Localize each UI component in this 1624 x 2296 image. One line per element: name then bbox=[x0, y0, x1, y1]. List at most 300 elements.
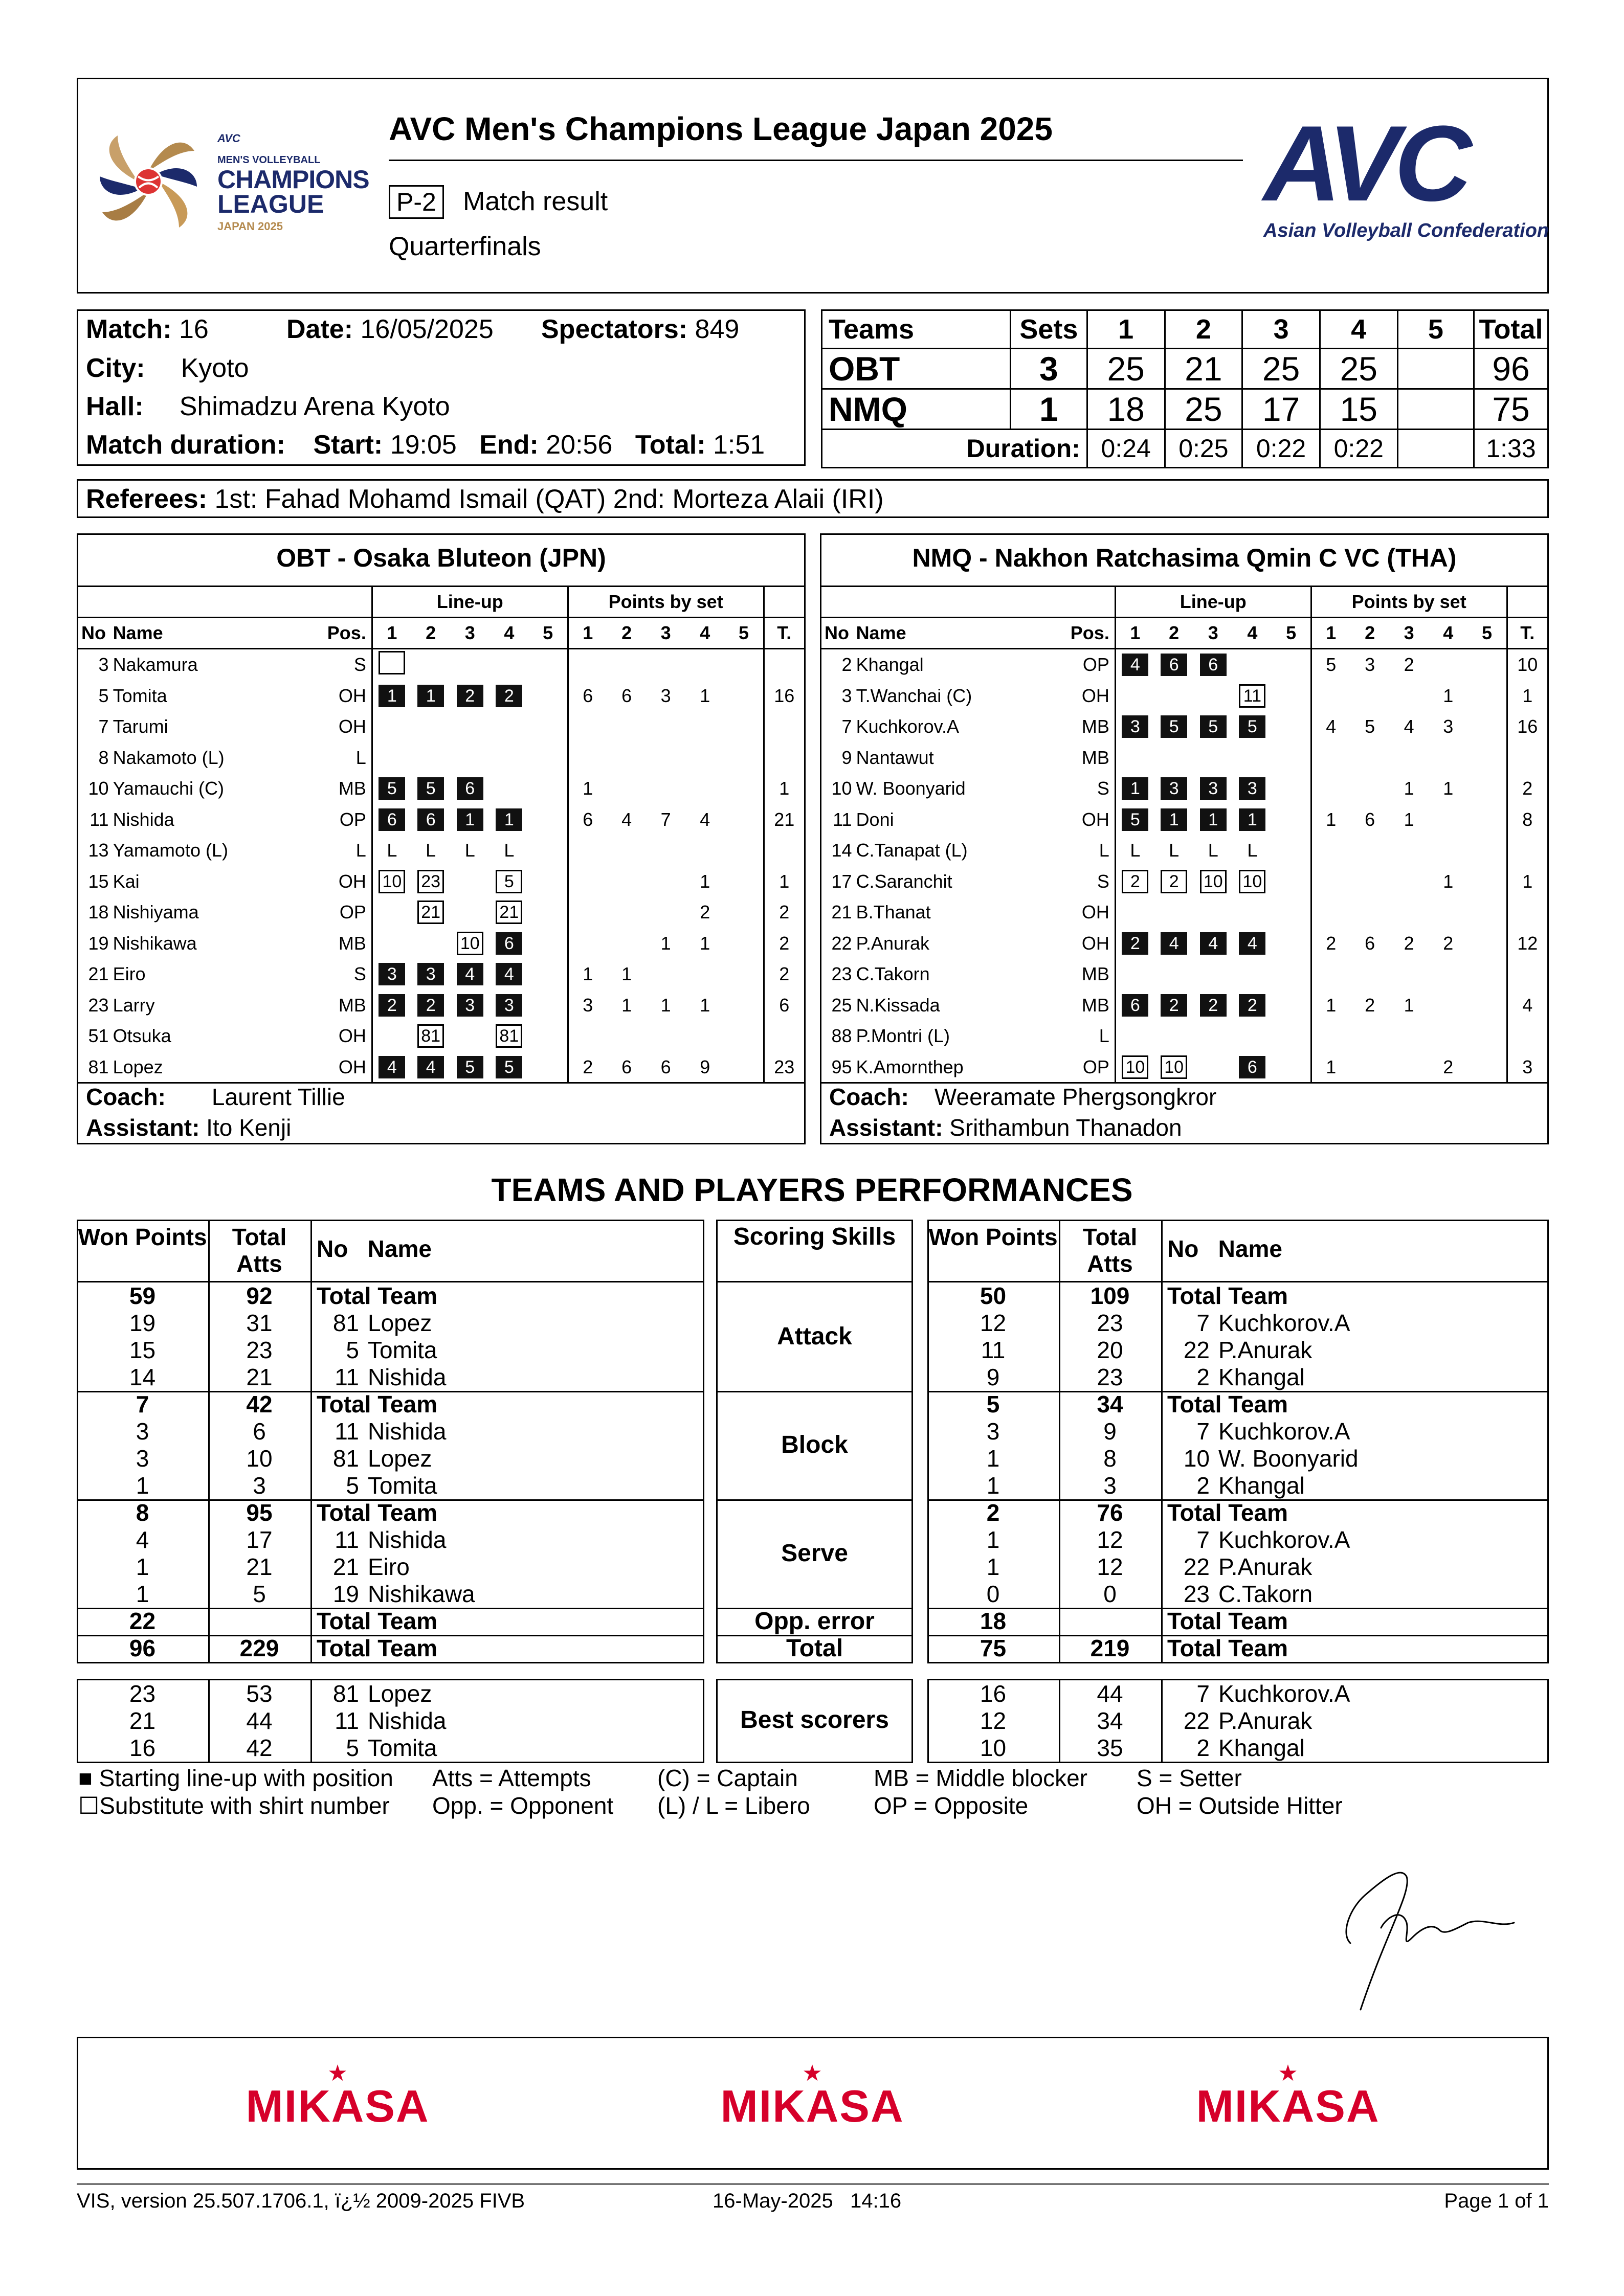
score-set1: 18 bbox=[1087, 389, 1165, 430]
roster-blank bbox=[821, 587, 1115, 618]
won-points-header: Won Points bbox=[78, 1224, 207, 1250]
total-atts: 10 bbox=[246, 1445, 273, 1472]
total-atts: 23 bbox=[1097, 1310, 1123, 1336]
player-row bbox=[78, 681, 804, 712]
starting-position-marker: 3 bbox=[1239, 777, 1265, 800]
won-points: 14 bbox=[129, 1364, 156, 1390]
player-name: Total Team bbox=[317, 1391, 437, 1417]
set-points bbox=[607, 649, 647, 681]
lineup-cell bbox=[1154, 1021, 1194, 1052]
skill-label-attack: Attack bbox=[777, 1323, 852, 1350]
lineup-cell bbox=[1193, 928, 1233, 959]
event-logo-line2: CHAMPIONS bbox=[217, 165, 369, 194]
set-points bbox=[725, 1052, 764, 1083]
starting-position-marker: 3 bbox=[1122, 715, 1148, 738]
set-points bbox=[646, 773, 685, 804]
col-total: T. bbox=[1507, 618, 1547, 649]
set-points: 6 bbox=[1365, 808, 1375, 830]
player-name: Nishikawa bbox=[368, 1581, 475, 1607]
set-points bbox=[646, 1021, 685, 1052]
player-total-points: 21 bbox=[774, 808, 795, 830]
player-total-points: 16 bbox=[774, 685, 795, 706]
won-points: 1 bbox=[136, 1581, 149, 1607]
lineup-cell bbox=[372, 990, 411, 1021]
duration-set4: 0:22 bbox=[1320, 430, 1397, 468]
lineup-cell bbox=[1154, 681, 1194, 712]
no-name-header bbox=[317, 1235, 432, 1263]
col-name: Name bbox=[367, 1235, 432, 1262]
match-number: Match: 16 bbox=[86, 314, 209, 344]
set-points bbox=[1429, 742, 1468, 774]
won-points: 18 bbox=[980, 1608, 1007, 1634]
player-total-points: 12 bbox=[1517, 932, 1538, 954]
set-points bbox=[725, 773, 764, 804]
lineup-cell bbox=[411, 928, 451, 959]
starting-position-marker: 6 bbox=[1161, 654, 1187, 676]
set-points bbox=[1429, 649, 1468, 681]
won-points: 3 bbox=[986, 1418, 1000, 1445]
legend-opp: Opp. = Opponent bbox=[432, 1792, 614, 1819]
lineup-cell bbox=[1193, 835, 1233, 866]
spectators: Spectators: 849 bbox=[541, 314, 740, 344]
lineup-cell bbox=[1233, 681, 1272, 712]
footer-datetime: 16-May-2025 14:16 bbox=[713, 2190, 902, 2212]
lineup-cell bbox=[1272, 1052, 1311, 1083]
player-name: Nantawut bbox=[856, 747, 934, 768]
total-atts: 21 bbox=[246, 1554, 273, 1580]
score-header-set5: 5 bbox=[1397, 310, 1474, 349]
player-total-points: 1 bbox=[779, 778, 790, 799]
team-a-title: OBT - Osaka Bluteon (JPN) bbox=[276, 544, 606, 572]
player-position: OH bbox=[320, 866, 372, 897]
set-points bbox=[568, 835, 607, 866]
set-points bbox=[1389, 835, 1429, 866]
lineup-cell bbox=[1233, 990, 1272, 1021]
player-row bbox=[821, 897, 1547, 928]
set-points bbox=[1468, 649, 1507, 681]
set-points bbox=[1429, 804, 1468, 836]
lineup-cell bbox=[1154, 773, 1194, 804]
legend-col5 bbox=[1137, 1764, 1343, 1819]
skill-label-block: Block bbox=[781, 1431, 848, 1458]
player-number: 81 bbox=[332, 1445, 359, 1472]
col-pos: Pos. bbox=[1063, 618, 1115, 649]
title-rule bbox=[389, 160, 1243, 161]
player-row bbox=[821, 804, 1547, 836]
won-points: 12 bbox=[980, 1310, 1007, 1336]
player-name: Lopez bbox=[368, 1445, 432, 1472]
set-points bbox=[1311, 742, 1350, 774]
player-position: OH bbox=[320, 1052, 372, 1083]
won-points: 22 bbox=[129, 1608, 156, 1634]
starting-position-marker: 1 bbox=[496, 808, 522, 831]
substitute-marker: 21 bbox=[496, 901, 522, 924]
player-total-points bbox=[1507, 742, 1547, 774]
set-points bbox=[607, 773, 647, 804]
player-name: Otsuka bbox=[113, 1025, 171, 1047]
set-points: 6 bbox=[621, 685, 632, 706]
lineup-cell bbox=[372, 1052, 411, 1083]
legend-substitute: ☐Substitute with shirt number bbox=[78, 1792, 390, 1819]
player-position: OH bbox=[1063, 681, 1115, 712]
player-name: K.Amornthep bbox=[856, 1056, 964, 1077]
player-total-points bbox=[764, 649, 804, 681]
lineup-cell bbox=[1154, 835, 1194, 866]
player-name: Nakamoto (L) bbox=[113, 747, 225, 768]
score-header-set2: 2 bbox=[1165, 310, 1242, 349]
spacer bbox=[1198, 1235, 1218, 1262]
player-number: 2 bbox=[1196, 1472, 1210, 1499]
points-header: Points by set bbox=[1311, 587, 1507, 618]
lineup-cell bbox=[411, 681, 451, 712]
won-points: 5 bbox=[986, 1391, 1000, 1417]
set-points: 4 bbox=[1326, 716, 1337, 737]
won-points: 96 bbox=[129, 1635, 156, 1661]
duration-label: Duration: bbox=[822, 430, 1087, 468]
lineup-cell bbox=[529, 804, 568, 836]
player-position: OH bbox=[1063, 928, 1115, 959]
lineup-cell bbox=[450, 866, 490, 897]
lineup-cell bbox=[411, 959, 451, 990]
won-points: 23 bbox=[129, 1680, 156, 1707]
score-total: 75 bbox=[1474, 389, 1548, 430]
legend-col4 bbox=[874, 1764, 1087, 1819]
starting-position-marker: 1 bbox=[1122, 777, 1148, 800]
player-number: 7 bbox=[841, 716, 852, 737]
set-points: 1 bbox=[1443, 870, 1454, 892]
lineup-cell bbox=[1193, 959, 1233, 990]
player-name: N.Kissada bbox=[856, 994, 940, 1016]
player-number: 11 bbox=[335, 1707, 359, 1734]
player-name: B.Thanat bbox=[856, 902, 931, 923]
lineup-cell bbox=[1115, 928, 1154, 959]
libero-marker: L bbox=[504, 840, 515, 861]
player-total-points bbox=[764, 742, 804, 774]
lineup-cell bbox=[529, 711, 568, 742]
lineup-cell bbox=[529, 897, 568, 928]
player-name: P.Anurak bbox=[1218, 1337, 1312, 1363]
player-position: OH bbox=[1063, 897, 1115, 928]
lineup-cell bbox=[450, 681, 490, 712]
player-name: Total Team bbox=[1167, 1391, 1288, 1417]
won-points: 9 bbox=[986, 1364, 1000, 1390]
lineup-cell bbox=[1115, 742, 1154, 774]
player-number: 3 bbox=[841, 685, 852, 706]
set-points: 2 bbox=[1365, 994, 1375, 1016]
sponsor-logo-3 bbox=[1186, 2063, 1390, 2129]
starting-position-marker: 5 bbox=[417, 777, 444, 800]
skill-label-serve: Serve bbox=[781, 1540, 848, 1567]
lineup-cell bbox=[1154, 897, 1194, 928]
total-atts: 9 bbox=[1103, 1418, 1117, 1445]
starting-position-marker: 6 bbox=[1239, 1056, 1265, 1078]
lineup-cell bbox=[1115, 897, 1154, 928]
set-points bbox=[1468, 866, 1507, 897]
lineup-cell bbox=[529, 1052, 568, 1083]
player-number: 21 bbox=[88, 963, 109, 985]
document-title: Match result bbox=[463, 187, 608, 216]
col-points-set: 1 bbox=[1311, 618, 1350, 649]
set-points bbox=[725, 804, 764, 836]
player-position: OP bbox=[320, 804, 372, 836]
score-row-team-a bbox=[822, 349, 1548, 389]
lineup-cell bbox=[411, 773, 451, 804]
set-points: 4 bbox=[1404, 716, 1414, 737]
player-number: 95 bbox=[831, 1056, 852, 1077]
col-name: Name bbox=[1218, 1235, 1282, 1262]
total-atts: 3 bbox=[253, 1472, 266, 1499]
set-points bbox=[685, 773, 725, 804]
player-row bbox=[78, 990, 804, 1021]
player-name: Total Team bbox=[317, 1635, 437, 1661]
score-header-teams: Teams bbox=[822, 310, 1011, 349]
set-points: 1 bbox=[660, 932, 671, 954]
roster-blank bbox=[78, 587, 372, 618]
player-name: Total Team bbox=[1167, 1608, 1288, 1634]
lineup-cell bbox=[372, 804, 411, 836]
player-total-points: 8 bbox=[1522, 808, 1533, 830]
player-row bbox=[821, 711, 1547, 742]
lineup-cell bbox=[411, 990, 451, 1021]
score-set5 bbox=[1397, 349, 1474, 389]
lineup-cell bbox=[450, 897, 490, 928]
player-row bbox=[78, 742, 804, 774]
player-total-points bbox=[1507, 897, 1547, 928]
lineup-cell bbox=[1193, 711, 1233, 742]
player-number: 21 bbox=[831, 902, 852, 923]
won-points: 75 bbox=[980, 1635, 1007, 1661]
player-number: 7 bbox=[1196, 1310, 1210, 1336]
player-total-points bbox=[764, 1021, 804, 1052]
won-points: 1 bbox=[986, 1445, 1000, 1472]
lineup-cell bbox=[450, 959, 490, 990]
player-row bbox=[78, 649, 804, 681]
total-atts-header: Total Atts bbox=[232, 1224, 287, 1277]
starting-position-marker: 5 bbox=[496, 1056, 522, 1078]
col-no: No bbox=[821, 618, 856, 649]
total-atts: 5 bbox=[253, 1581, 266, 1607]
lineup-cell bbox=[411, 1052, 451, 1083]
lineup-cell bbox=[1115, 681, 1154, 712]
set-points bbox=[607, 866, 647, 897]
player-row bbox=[821, 835, 1547, 866]
player-number: 7 bbox=[1196, 1526, 1210, 1553]
group-rule bbox=[716, 1391, 913, 1392]
lineup-cell bbox=[1233, 835, 1272, 866]
set-points: 6 bbox=[660, 1056, 671, 1077]
footer-page: Page 1 of 1 bbox=[1444, 2190, 1549, 2212]
set-points: 9 bbox=[700, 1056, 710, 1077]
set-points: 3 bbox=[660, 685, 671, 706]
footer-version: VIS, version 25.507.1706.1, ï¿½ 2009-2025 FIVB bbox=[77, 2190, 525, 2212]
lineup-cell bbox=[1233, 1052, 1272, 1083]
player-position: L bbox=[320, 835, 372, 866]
col-points-set: 2 bbox=[1350, 618, 1390, 649]
score-team-name: OBT bbox=[822, 349, 1011, 389]
match-duration: Match duration: Start: 19:05 End: 20:56 Total: 1:51 bbox=[86, 430, 765, 460]
player-total-points: 2 bbox=[779, 963, 790, 985]
lineup-cell bbox=[1154, 711, 1194, 742]
sponsor-name: MIKASA bbox=[246, 2081, 430, 2131]
player-name: P.Anurak bbox=[1218, 1554, 1312, 1580]
lineup-cell bbox=[372, 897, 411, 928]
player-name: P.Anurak bbox=[856, 932, 929, 954]
player-name: Nishida bbox=[368, 1707, 447, 1734]
set-points bbox=[1468, 928, 1507, 959]
starting-position-marker: 1 bbox=[1161, 808, 1187, 831]
player-position: MB bbox=[1063, 711, 1115, 742]
player-row bbox=[78, 1052, 804, 1083]
player-name: Tomita bbox=[368, 1735, 437, 1761]
total-atts: 42 bbox=[246, 1391, 273, 1417]
starting-position-marker: 4 bbox=[1239, 932, 1265, 955]
lineup-cell bbox=[1193, 742, 1233, 774]
player-row bbox=[821, 928, 1547, 959]
set-points bbox=[725, 835, 764, 866]
lineup-header: Line-up bbox=[372, 587, 568, 618]
starting-position-marker: 2 bbox=[496, 685, 522, 707]
set-points bbox=[568, 897, 607, 928]
team-b-coach: Coach: Weeramate Phergsongkror bbox=[829, 1084, 1217, 1110]
won-points: 15 bbox=[129, 1337, 156, 1363]
substitute-marker: 2 bbox=[1161, 870, 1187, 893]
starting-position-marker: 2 bbox=[1122, 932, 1148, 955]
player-row bbox=[78, 773, 804, 804]
set-points bbox=[685, 711, 725, 742]
set-points bbox=[607, 1021, 647, 1052]
substitute-marker: 10 bbox=[1200, 870, 1227, 893]
lineup-cell bbox=[529, 866, 568, 897]
player-name: Nishikawa bbox=[113, 932, 197, 954]
roster-blank bbox=[764, 587, 804, 618]
player-position: OP bbox=[1063, 649, 1115, 681]
player-number: 2 bbox=[841, 654, 852, 676]
set-points bbox=[1389, 1021, 1429, 1052]
legend-oh: OH = Outside Hitter bbox=[1137, 1792, 1343, 1819]
set-points bbox=[1311, 866, 1350, 897]
player-total-points: 1 bbox=[779, 870, 790, 892]
won-points: 1 bbox=[986, 1526, 1000, 1553]
lineup-cell bbox=[1193, 804, 1233, 836]
starting-position-marker: 3 bbox=[1161, 777, 1187, 800]
player-name: Tarumi bbox=[113, 716, 168, 737]
starting-position-marker: 4 bbox=[496, 963, 522, 985]
player-name: C.Saranchit bbox=[856, 870, 952, 892]
player-name: Tomita bbox=[368, 1337, 437, 1363]
starting-position-marker: 5 bbox=[457, 1056, 483, 1078]
player-number: 5 bbox=[98, 685, 109, 706]
total-atts: 31 bbox=[246, 1310, 273, 1336]
set-points bbox=[568, 742, 607, 774]
lineup-cell bbox=[450, 711, 490, 742]
lineup-cell bbox=[1115, 835, 1154, 866]
player-name: Kuchkorov.A bbox=[1218, 1310, 1350, 1336]
lineup-cell bbox=[450, 773, 490, 804]
set-points bbox=[1350, 959, 1390, 990]
star-icon: ★ bbox=[1278, 2061, 1298, 2086]
set-points bbox=[1311, 835, 1350, 866]
player-total-points: 2 bbox=[779, 932, 790, 954]
score-set3: 17 bbox=[1242, 389, 1320, 430]
duration-set5 bbox=[1397, 430, 1474, 468]
set-points bbox=[568, 866, 607, 897]
col-points-set: 5 bbox=[1468, 618, 1507, 649]
team-b-assistant: Assistant: Srithambun Thanadon bbox=[829, 1114, 1182, 1141]
lineup-cell bbox=[529, 649, 568, 681]
player-number: 81 bbox=[88, 1056, 109, 1077]
total-atts: 76 bbox=[1097, 1499, 1123, 1526]
lineup-cell bbox=[529, 681, 568, 712]
starting-position-marker: 3 bbox=[417, 963, 444, 985]
set-points bbox=[1429, 835, 1468, 866]
col-pos: Pos. bbox=[320, 618, 372, 649]
set-points: 1 bbox=[583, 963, 593, 985]
player-number: 88 bbox=[831, 1025, 852, 1047]
player-number: 23 bbox=[831, 963, 852, 985]
set-points bbox=[1350, 1021, 1390, 1052]
player-row bbox=[821, 1052, 1547, 1083]
player-name: Lopez bbox=[368, 1310, 432, 1336]
set-points bbox=[725, 866, 764, 897]
player-row bbox=[821, 959, 1547, 990]
score-row-team-b bbox=[822, 389, 1548, 430]
won-points: 2 bbox=[986, 1499, 1000, 1526]
col-points-set: 4 bbox=[685, 618, 725, 649]
lineup-cell bbox=[1115, 959, 1154, 990]
legend-libero: (L) / L = Libero bbox=[657, 1792, 810, 1819]
starting-position-marker: 6 bbox=[417, 808, 444, 831]
legend-col2 bbox=[432, 1764, 613, 1819]
player-name: Larry bbox=[113, 994, 155, 1016]
lineup-cell bbox=[1272, 959, 1311, 990]
set-points: 1 bbox=[700, 870, 710, 892]
player-total-points: 23 bbox=[774, 1056, 795, 1077]
starting-position-marker: 4 bbox=[1200, 932, 1227, 955]
player-total-points: 6 bbox=[779, 994, 790, 1016]
score-team-name: NMQ bbox=[822, 389, 1011, 430]
player-number: 22 bbox=[1183, 1554, 1210, 1580]
score-header-row bbox=[822, 310, 1548, 349]
won-points: 7 bbox=[136, 1391, 149, 1417]
roster-column-header bbox=[78, 618, 804, 649]
total-atts: 3 bbox=[1103, 1472, 1117, 1499]
lineup-cell bbox=[1154, 649, 1194, 681]
starting-position-marker: 5 bbox=[1122, 808, 1148, 831]
player-name: Total Team bbox=[1167, 1282, 1288, 1309]
player-position: L bbox=[1063, 1021, 1115, 1052]
player-row bbox=[821, 681, 1547, 712]
lineup-cell bbox=[1193, 649, 1233, 681]
starting-position-marker: 2 bbox=[1161, 994, 1187, 1017]
won-points: 4 bbox=[136, 1526, 149, 1553]
set-points: 1 bbox=[621, 994, 632, 1016]
lineup-cell bbox=[490, 928, 529, 959]
won-points: 19 bbox=[129, 1310, 156, 1336]
lineup-cell bbox=[1115, 1021, 1154, 1052]
avc-logo-caption: Asian Volleyball Confederation bbox=[1263, 220, 1549, 241]
lineup-cell bbox=[1193, 990, 1233, 1021]
player-position: S bbox=[320, 649, 372, 681]
lineup-cell bbox=[450, 649, 490, 681]
total-atts: 44 bbox=[1097, 1680, 1123, 1707]
lineup-cell bbox=[490, 835, 529, 866]
set-points: 1 bbox=[1404, 808, 1414, 830]
substitute-marker: 5 bbox=[496, 870, 522, 893]
substitute-marker: 81 bbox=[417, 1024, 444, 1048]
lineup-cell bbox=[1154, 928, 1194, 959]
event-logo-line3: LEAGUE bbox=[217, 190, 324, 218]
no-name-header bbox=[1167, 1235, 1282, 1263]
